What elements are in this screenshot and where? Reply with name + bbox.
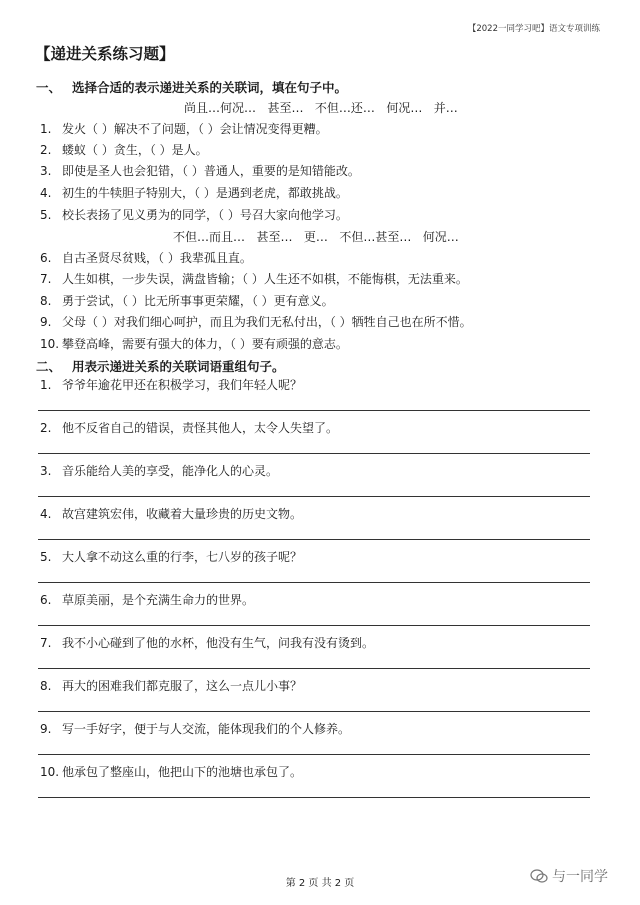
question-number: 1. bbox=[40, 378, 52, 392]
question-text: 勇于尝试，（ ）比无所事事更荣耀，（ ）更有意义。 bbox=[62, 294, 334, 308]
question-number: 7. bbox=[40, 636, 52, 650]
question-number: 6. bbox=[40, 593, 52, 607]
question-number: 3. bbox=[40, 464, 52, 478]
question-number: 2. bbox=[40, 143, 52, 157]
question-text: 再大的困难我们都克服了，这么一点儿小事？ bbox=[62, 679, 303, 693]
question-item bbox=[40, 634, 374, 651]
question-item bbox=[40, 292, 334, 309]
watermark bbox=[530, 866, 608, 886]
question-text: 人生如棋，一步失误，满盘皆输；（ ）人生还不如棋，不能悔棋，无法重来。 bbox=[62, 272, 468, 286]
question-text: 他承包了整座山，他把山下的池塘也承包了。 bbox=[62, 765, 303, 779]
question-text: 初生的牛犊胆子特别大，（ ）是遇到老虎，都敢挑战。 bbox=[62, 186, 348, 200]
question-item bbox=[40, 335, 348, 352]
question-item bbox=[40, 720, 350, 737]
question-text: 音乐能给人美的享受，能净化人的心灵。 bbox=[62, 464, 279, 478]
question-item bbox=[40, 376, 302, 393]
question-number: 4. bbox=[40, 186, 52, 200]
answer-line[interactable] bbox=[38, 668, 590, 669]
question-item bbox=[40, 184, 348, 201]
question-number: 4. bbox=[40, 507, 52, 521]
wechat-icon bbox=[530, 869, 548, 883]
page-title: 【递进关系练习题】 bbox=[35, 45, 175, 63]
answer-line[interactable] bbox=[38, 539, 590, 540]
question-item bbox=[40, 162, 360, 179]
question-text: 校长表扬了见义勇为的同学，（ ）号召大家向他学习。 bbox=[62, 208, 348, 222]
question-number: 8. bbox=[40, 679, 52, 693]
answer-line[interactable] bbox=[38, 496, 590, 497]
question-number: 3. bbox=[40, 164, 52, 178]
section-1-number: 一、 bbox=[36, 80, 62, 95]
answer-line[interactable] bbox=[38, 410, 590, 411]
question-item bbox=[40, 141, 208, 158]
question-item bbox=[40, 677, 302, 694]
answer-line[interactable] bbox=[38, 582, 590, 583]
question-item bbox=[40, 206, 348, 223]
word-bank-a: 尚且…何况… 甚至… 不但…还… 何况… 并… bbox=[184, 101, 458, 115]
question-number: 9. bbox=[40, 315, 52, 329]
page-footer: 第 2 页 共 2 页 bbox=[285, 878, 355, 889]
answer-line[interactable] bbox=[38, 754, 590, 755]
question-text: 攀登高峰，需要有强大的体力，（ ）要有顽强的意志。 bbox=[62, 337, 348, 351]
question-number: 5. bbox=[40, 550, 52, 564]
question-text: 写一手好字，便于与人交流，能体现我们的个人修养。 bbox=[62, 722, 351, 736]
answer-line[interactable] bbox=[38, 625, 590, 626]
section-2-number: 二、 bbox=[36, 359, 62, 374]
question-text: 我不小心碰到了他的水杯，他没有生气，问我有没有烫到。 bbox=[62, 636, 375, 650]
question-number: 10. bbox=[40, 337, 60, 351]
page-header: 【2022一同学习吧】语文专项训练 bbox=[467, 24, 600, 34]
question-item bbox=[40, 419, 338, 436]
question-text: 他不反省自己的错误，责怪其他人，太令人失望了。 bbox=[62, 421, 339, 435]
question-item bbox=[40, 249, 252, 266]
question-number: 8. bbox=[40, 294, 52, 308]
question-item bbox=[40, 120, 328, 137]
question-item bbox=[40, 313, 472, 330]
answer-line[interactable] bbox=[38, 797, 590, 798]
question-number: 2. bbox=[40, 421, 52, 435]
question-text: 即使是圣人也会犯错，（ ）普通人，重要的是知错能改。 bbox=[62, 164, 360, 178]
question-text: 蝼蚁（ ）贪生，（ ）是人。 bbox=[62, 143, 208, 157]
question-text: 爷爷年逾花甲还在积极学习，我们年轻人呢？ bbox=[62, 378, 303, 392]
question-text: 发火（ ）解决不了问题，（ ）会让情况变得更糟。 bbox=[62, 122, 328, 136]
question-number: 1. bbox=[40, 122, 52, 136]
question-number: 9. bbox=[40, 722, 52, 736]
section-1-text: 选择合适的表示递进关系的关联词，填在句子中。 bbox=[72, 80, 348, 95]
question-item bbox=[40, 763, 302, 780]
question-text: 大人拿不动这么重的行李，七八岁的孩子呢？ bbox=[62, 550, 303, 564]
question-text: 父母（ ）对我们细心呵护，而且为我们无私付出，（ ）牺牲自己也在所不惜。 bbox=[62, 315, 472, 329]
section-2-text: 用表示递进关系的关联词语重组句子。 bbox=[72, 359, 285, 374]
question-text: 故宫建筑宏伟，收藏着大量珍贵的历史文物。 bbox=[62, 507, 303, 521]
answer-line[interactable] bbox=[38, 711, 590, 712]
watermark-text: 与一同学 bbox=[552, 869, 608, 885]
question-item bbox=[40, 505, 302, 522]
answer-line[interactable] bbox=[38, 453, 590, 454]
section-2-heading bbox=[36, 357, 285, 375]
question-item bbox=[40, 462, 278, 479]
question-number: 7. bbox=[40, 272, 52, 286]
question-text: 草原美丽，是个充满生命力的世界。 bbox=[62, 593, 255, 607]
word-bank-b: 不但…而且… 甚至… 更… 不但…甚至… 何况… bbox=[173, 230, 459, 244]
question-number: 5. bbox=[40, 208, 52, 222]
question-item bbox=[40, 548, 302, 565]
question-item bbox=[40, 591, 254, 608]
question-text: 自古圣贤尽贫贱，（ ）我辈孤且直。 bbox=[62, 251, 252, 265]
question-number: 10. bbox=[40, 765, 60, 779]
section-1-heading bbox=[36, 78, 347, 96]
question-number: 6. bbox=[40, 251, 52, 265]
question-item bbox=[40, 270, 468, 287]
